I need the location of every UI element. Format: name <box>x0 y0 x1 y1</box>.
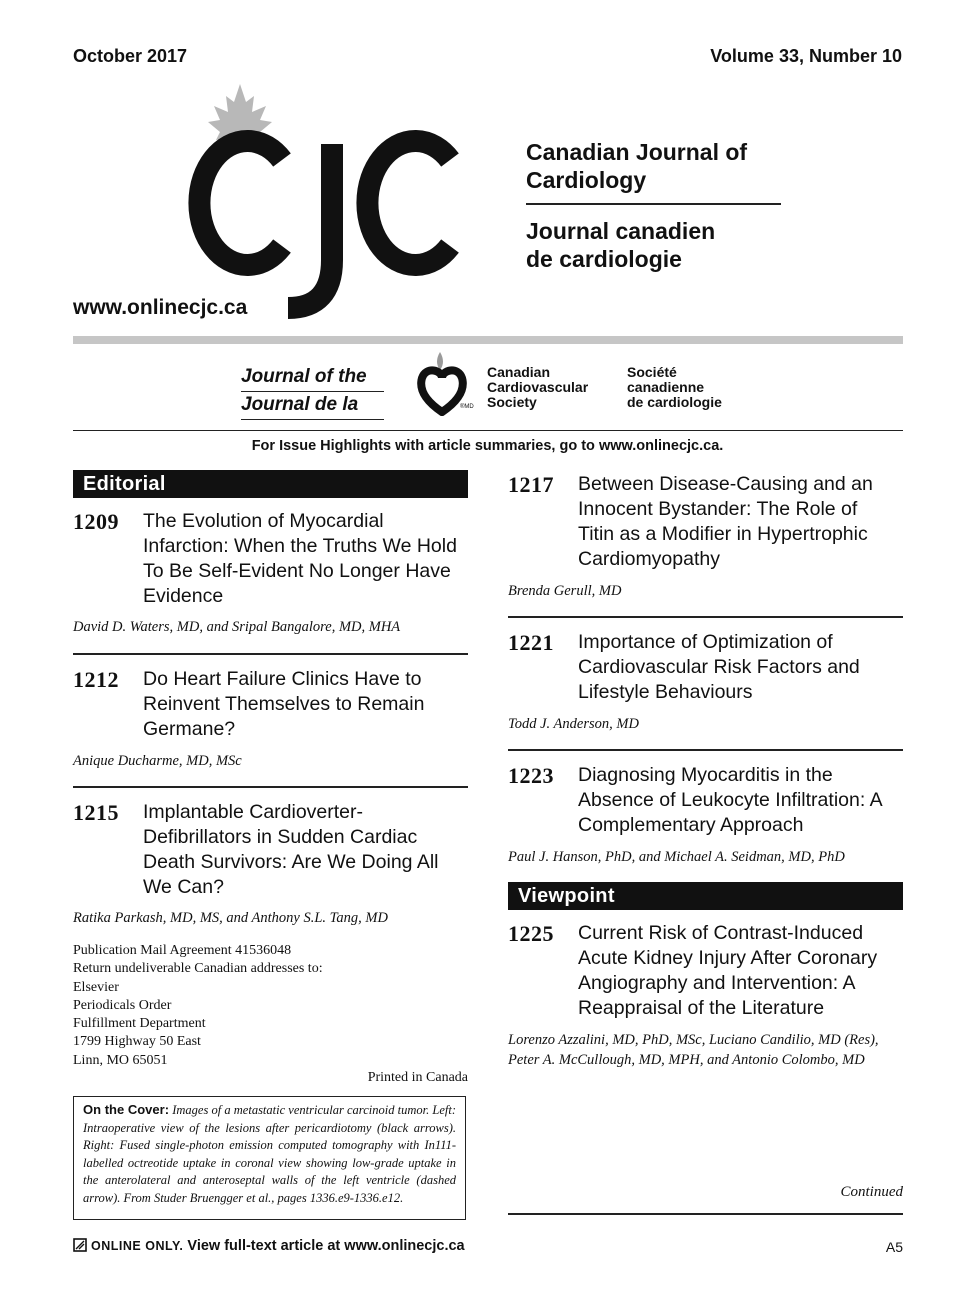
cover-description <box>73 1096 466 1220</box>
cjc-logo-graphic <box>180 82 470 322</box>
article-page-number: 1221 <box>508 630 554 655</box>
mailing-line: Periodicals Order <box>73 997 172 1013</box>
registered-mark: ®MD <box>460 404 474 410</box>
article-divider <box>508 616 903 618</box>
website-link[interactable]: www.onlinecjc.ca <box>73 296 248 319</box>
article-title[interactable]: Do Heart Failure Clinics Have to Reinvent Themselves to Remain Germane? <box>143 668 425 740</box>
page-number: A5 <box>885 1239 903 1255</box>
article-authors: Paul J. Hanson, PhD, and Michael A. Seidman, MD, PhD <box>508 849 845 865</box>
brand-divider <box>526 203 781 205</box>
journal-of-the: Journal of the <box>241 366 367 387</box>
journal-de-la: Journal de la <box>241 394 359 415</box>
society-name-en <box>487 365 588 410</box>
full-text-link[interactable]: View full-text article at www.onlinecjc.ca <box>187 1238 465 1254</box>
mailing-line: Publication Mail Agreement 41536048 <box>73 943 292 958</box>
society-fr-line: canadienne <box>627 379 705 395</box>
article-authors: Ratika Parkash, MD, MS, and Anthony S.L. Tang, MD <box>73 910 388 926</box>
article-divider <box>73 653 468 655</box>
article-title[interactable]: Importance of Optimization of Cardiovascular Risk Factors and Lifestyle Behaviours <box>578 631 860 703</box>
mailing-line: Linn, MO 65051 <box>73 1052 168 1068</box>
online-only-icon <box>73 1238 87 1252</box>
section-editorial: Editorial <box>73 470 468 498</box>
article-divider <box>508 749 903 751</box>
society-underline-1 <box>241 391 384 392</box>
ccs-logo <box>412 348 472 416</box>
section-viewpoint: Viewpoint <box>508 882 903 910</box>
article-page-number: 1223 <box>508 763 554 788</box>
society-fr-line: Société <box>627 364 677 380</box>
society-fr-line: de cardiologie <box>627 394 722 410</box>
footer-rule <box>508 1213 903 1215</box>
issue-volume: Volume 33, Number 10 <box>710 46 902 66</box>
journal-title-fr-1: Journal canadien <box>526 218 716 244</box>
article-authors: Anique Ducharme, MD, MSc <box>73 753 242 769</box>
issue-highlights[interactable]: For Issue Highlights with article summaries, go to www.onlinecjc.ca. <box>251 438 724 454</box>
journal-title-en-2: Cardiology <box>526 167 647 193</box>
article-page-number: 1209 <box>73 509 119 534</box>
article-page-number: 1215 <box>73 800 119 825</box>
mailing-info <box>73 942 323 1070</box>
article-title[interactable]: Diagnosing Myocarditis in the Absence of Leukocyte Infiltration: A Complementary Approach <box>578 764 882 836</box>
mailing-line: Fulfillment Department <box>73 1016 206 1032</box>
article-title[interactable]: Current Risk of Contrast-Induced Acute Kidney Injury After Coronary Angiography and Intervention: A Reappraisal of the Literature <box>578 922 878 1019</box>
society-en-line: Cardiovascular <box>487 379 589 395</box>
article-divider <box>73 786 468 788</box>
article-authors: Brenda Gerull, MD <box>508 583 622 599</box>
article-authors: Todd J. Anderson, MD <box>508 716 639 732</box>
society-underline-2 <box>241 419 384 420</box>
mailing-line: 1799 Highway 50 East <box>73 1034 201 1050</box>
cover-label: On the Cover: <box>83 1102 170 1117</box>
mailing-line: Elsevier <box>73 979 119 995</box>
cjc-logo <box>180 82 470 322</box>
article-authors-line-1: Lorenzo Azzalini, MD, PhD, MSc, Luciano Candilio, MD (Res), <box>508 1032 879 1048</box>
continued-label: Continued <box>840 1184 903 1200</box>
journal-title-en-1: Canadian Journal of <box>526 139 748 165</box>
online-only-label: ONLINE ONLY. <box>91 1239 184 1253</box>
article-authors-line-2: Peter A. McCullough, MD, MPH, and Antonio Colombo, MD <box>508 1052 865 1068</box>
article-page-number: 1212 <box>73 667 119 692</box>
society-en-line: Society <box>487 394 537 410</box>
printed-in: Printed in Canada <box>367 1070 468 1085</box>
highlights-rule <box>73 430 903 431</box>
journal-title-fr-2: de cardiologie <box>526 246 682 272</box>
article-page-number: 1217 <box>508 472 554 497</box>
online-only-note <box>73 1238 465 1254</box>
header-band <box>73 336 903 344</box>
article-page-number: 1225 <box>508 921 554 946</box>
cover-text: Images of a metastatic ventricular carcinoid tumor. Left: Intraoperative view of the lesions after pericardiotomy (black arrows). Right: Fused single-photon emission computed tomography with In111-labelled octreotide uptake in coronal view showing low-grade uptake in the anterolateral and anteroseptal walls of the left ventricle (dashed arrow). From Studer Bruengger et al., pages 1336.e9-1336.e12. <box>83 1103 456 1205</box>
society-name-fr <box>627 365 722 410</box>
issue-date: October 2017 <box>73 46 188 66</box>
society-en-line: Canadian <box>487 364 551 380</box>
article-title[interactable]: Between Disease-Causing and an Innocent Bystander: The Role of Titin as a Modifier in Hypertrophic Cardiomyopathy <box>578 473 873 570</box>
mailing-line: Return undeliverable Canadian addresses to: <box>73 961 323 977</box>
article-title[interactable]: Implantable Cardioverter-Defibrillators in Sudden Cardiac Death Survivors: Are We Doing All We Can? <box>143 801 439 898</box>
article-authors: David D. Waters, MD, and Sripal Bangalore, MD, MHA <box>73 619 401 635</box>
article-title[interactable]: The Evolution of Myocardial Infarction: When the Truths We Hold To Be Self-Evident No Longer Have Evidence <box>143 510 457 607</box>
